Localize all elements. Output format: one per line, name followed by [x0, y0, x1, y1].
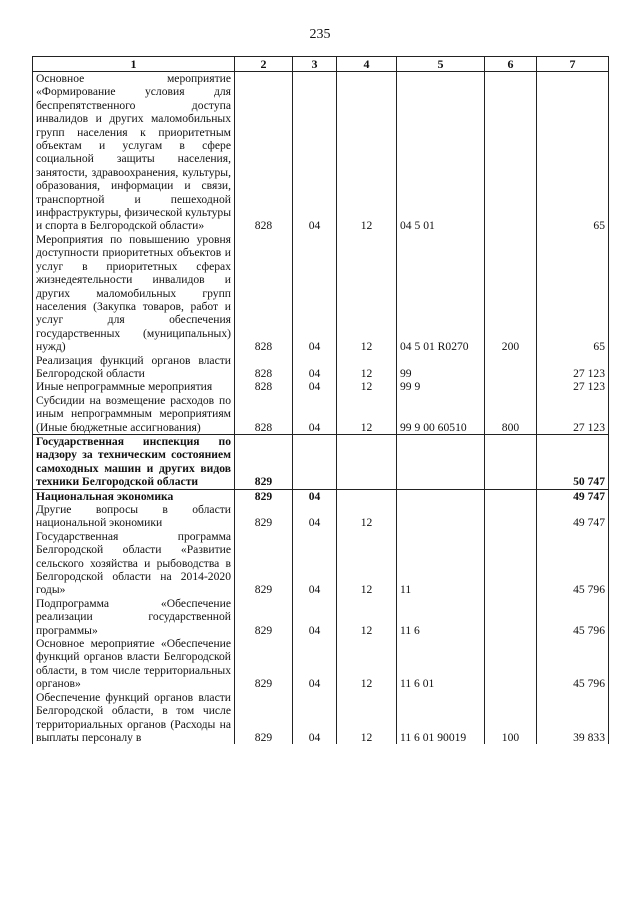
row-ved: 829	[235, 691, 293, 745]
row-sum: 65	[537, 233, 609, 354]
row-csr	[397, 434, 485, 489]
row-ved: 829	[235, 489, 293, 503]
row-csr	[397, 489, 485, 503]
row-name: Реализация функций органов власти Белгородской области	[33, 354, 235, 381]
col-header-sum: 7	[537, 57, 609, 72]
row-vr	[485, 503, 537, 530]
row-vr: 100	[485, 691, 537, 745]
row-sum: 65	[537, 72, 609, 233]
row-ved: 829	[235, 530, 293, 597]
table-row	[33, 72, 609, 233]
row-rz: 04	[293, 380, 337, 393]
page-number: 235	[309, 27, 331, 42]
row-rz: 04	[293, 394, 337, 435]
row-sum: 45 796	[537, 597, 609, 637]
row-name: Основное мероприятие «Обеспечение функций органов власти Белгородской области, в том числе территориальных органов»	[33, 637, 235, 691]
row-name: Иные непрограммные мероприятия	[33, 380, 235, 393]
row-sum: 27 123	[537, 394, 609, 435]
row-csr: 99 9	[397, 380, 485, 393]
row-vr	[485, 597, 537, 637]
col-header-csr: 5	[397, 57, 485, 72]
row-vr	[485, 434, 537, 489]
row-name: Субсидии на возмещение расходов по иным непрограммным мероприятиям (Иные бюджетные ассигнования)	[33, 394, 235, 435]
row-ved: 828	[235, 354, 293, 381]
row-csr: 11 6 01 90019	[397, 691, 485, 745]
table-row	[33, 394, 609, 435]
col-header-vr: 6	[485, 57, 537, 72]
row-pr: 12	[337, 691, 397, 745]
row-sum: 45 796	[537, 637, 609, 691]
col-header-rz: 3	[293, 57, 337, 72]
row-pr	[337, 489, 397, 503]
row-pr: 12	[337, 597, 397, 637]
row-pr: 12	[337, 380, 397, 393]
row-vr	[485, 530, 537, 597]
row-sum: 50 747	[537, 434, 609, 489]
row-csr: 11	[397, 530, 485, 597]
row-rz: 04	[293, 354, 337, 381]
row-pr: 12	[337, 394, 397, 435]
col-header-name: 1	[33, 57, 235, 72]
row-sum: 49 747	[537, 489, 609, 503]
row-ved: 829	[235, 503, 293, 530]
table-row	[33, 354, 609, 381]
row-rz: 04	[293, 530, 337, 597]
budget-table	[32, 56, 609, 744]
row-rz: 04	[293, 503, 337, 530]
table-row	[33, 503, 609, 530]
row-vr: 800	[485, 394, 537, 435]
row-name: Подпрограмма «Обеспечение реализации государственной программы»	[33, 597, 235, 637]
row-vr: 200	[485, 233, 537, 354]
header-row	[33, 57, 609, 72]
row-sum: 49 747	[537, 503, 609, 530]
row-vr	[485, 72, 537, 233]
row-name: Основное мероприятие «Формирование условия для беспрепятственного доступа инвалидов и других маломобильных групп населения к приоритетным объектам и услугам в сфере социальной защиты населения, занятости, здравоохранения, культуры, образования, информации и связи, транспортной и пешеходной инфраструктуры, физической культуры и спорта в Белгородской области»	[33, 72, 235, 233]
row-sum: 39 833	[537, 691, 609, 745]
row-csr: 99	[397, 354, 485, 381]
table-row	[33, 597, 609, 637]
row-ved: 829	[235, 637, 293, 691]
row-ved: 828	[235, 394, 293, 435]
table-row	[33, 637, 609, 691]
row-name: Мероприятия по повышению уровня доступности приоритетных объектов и услуг в приоритетных сферах жизнедеятельности инвалидов и других маломобильных групп населения (Закупка товаров, работ и услуг для обеспечения государственных (муниципальных) нужд)	[33, 233, 235, 354]
table-row	[33, 233, 609, 354]
row-sum: 27 123	[537, 354, 609, 381]
table-row	[33, 530, 609, 597]
row-pr: 12	[337, 530, 397, 597]
row-csr: 04 5 01	[397, 72, 485, 233]
row-csr: 11 6 01	[397, 637, 485, 691]
row-name: Государственная программа Белгородской области «Развитие сельского хозяйства и рыбоводства в Белгородской области на 2014-2020 годы»	[33, 530, 235, 597]
row-pr: 12	[337, 354, 397, 381]
row-vr	[485, 354, 537, 381]
row-csr: 99 9 00 60510	[397, 394, 485, 435]
row-rz: 04	[293, 597, 337, 637]
row-vr	[485, 637, 537, 691]
table-body	[33, 72, 609, 745]
row-ved: 828	[235, 72, 293, 233]
row-pr: 12	[337, 72, 397, 233]
row-name: Обеспечение функций органов власти Белгородской области, в том числе территориальных органов (Расходы на выплаты персоналу в	[33, 691, 235, 745]
row-rz: 04	[293, 637, 337, 691]
row-ved: 828	[235, 380, 293, 393]
col-header-ved: 2	[235, 57, 293, 72]
row-pr: 12	[337, 233, 397, 354]
row-csr: 11 6	[397, 597, 485, 637]
row-rz: 04	[293, 233, 337, 354]
col-header-pr: 4	[337, 57, 397, 72]
row-ved: 829	[235, 597, 293, 637]
table-row	[33, 380, 609, 393]
row-rz	[293, 434, 337, 489]
row-sum: 45 796	[537, 530, 609, 597]
row-vr	[485, 380, 537, 393]
row-rz: 04	[293, 72, 337, 233]
row-csr	[397, 503, 485, 530]
table-row	[33, 434, 609, 489]
row-vr	[485, 489, 537, 503]
row-sum: 27 123	[537, 380, 609, 393]
row-name: Национальная экономика	[33, 489, 235, 503]
row-rz: 04	[293, 489, 337, 503]
row-ved: 828	[235, 233, 293, 354]
row-pr: 12	[337, 503, 397, 530]
row-name: Другие вопросы в области национальной экономики	[33, 503, 235, 530]
row-pr: 12	[337, 637, 397, 691]
table-row	[33, 691, 609, 745]
row-name: Государственная инспекция по надзору за техническим состоянием самоходных машин и других видов техники Белгородской области	[33, 434, 235, 489]
row-csr: 04 5 01 R0270	[397, 233, 485, 354]
row-rz: 04	[293, 691, 337, 745]
row-pr	[337, 434, 397, 489]
table-row	[33, 489, 609, 503]
row-ved: 829	[235, 434, 293, 489]
